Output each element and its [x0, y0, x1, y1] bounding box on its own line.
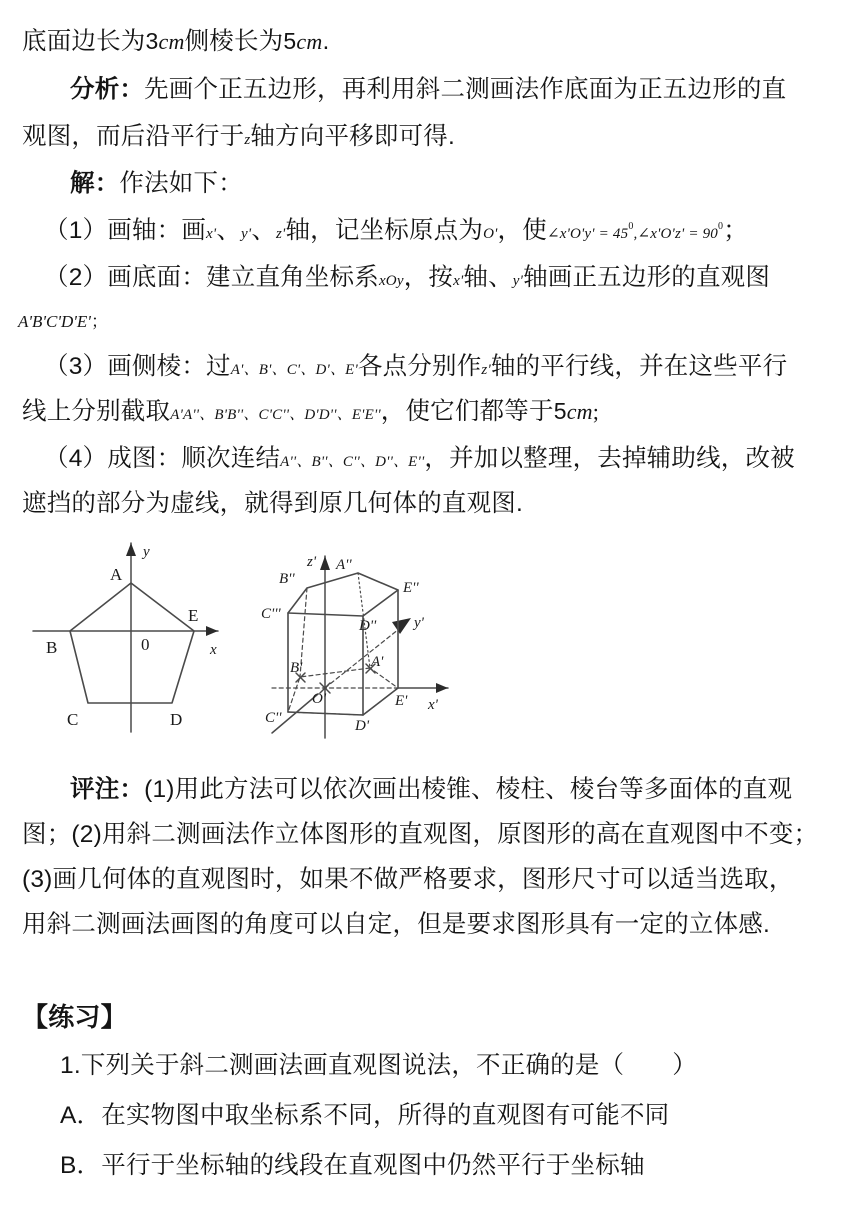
solution-label: 解: [70, 170, 95, 197]
option-A-key: A．: [60, 1102, 102, 1129]
step-3-seg-1: 过: [206, 353, 231, 380]
prism-label-B-prime: B': [290, 660, 303, 676]
step-3-line2-pre: 线上分别截取: [22, 398, 171, 425]
base-edge-unit: cm: [158, 29, 185, 54]
step-1-number: （1）: [44, 217, 108, 244]
step-2-tail: ；: [90, 312, 108, 331]
prism-label-C-prime: C'': [265, 710, 282, 726]
pentagon-label-C: C: [67, 710, 79, 729]
step-2-axis-x: x': [453, 273, 464, 289]
exercise-question: [60, 1054, 697, 1079]
step-4-line2-text: 遮挡的部分为虚线，就得到原几何体的直观图.: [22, 490, 524, 517]
analysis-text-1: 先画个正五边形，再利用斜二测画法作底面为正五边形的直: [144, 76, 787, 103]
bottom-vertex-list: A'、B'、C'、D'、E': [230, 362, 358, 378]
analysis-label: 分析: [70, 76, 120, 103]
prism-z-arrowhead: [320, 556, 330, 570]
step-1-sep-1: 、: [216, 217, 242, 244]
prism-label-origin: O': [312, 691, 327, 707]
step-1-seg-2: 轴，记坐标原点为: [285, 217, 484, 244]
pentagon-axis-label-x: x: [210, 642, 217, 658]
angle-xoy-formula: ∠x'O'y' = 45: [546, 226, 629, 242]
prism-bottom-pentagon: [288, 668, 398, 715]
remark-line-2: [22, 823, 818, 848]
step-2-seg-3: 轴画正五边形的直观图: [523, 264, 771, 291]
step-1-sep-2: 、: [251, 217, 277, 244]
prism-label-E-double: E'': [403, 580, 419, 596]
option-B-key: B．: [60, 1152, 102, 1179]
pentagon-axis-label-y: y: [143, 544, 150, 560]
step-1-colon: ：: [156, 217, 182, 244]
remark-item-3-line-1: (3)画几何体的直观图时，如果不做严格要求，图形尺寸可以适当选取，: [22, 866, 794, 893]
axis-z-prime: z': [276, 226, 286, 242]
question-text: 下列关于斜二测画法画直观图说法，不正确的是（: [80, 1052, 625, 1079]
remark-line-4: [22, 913, 770, 938]
step-3-length-value: 5: [553, 398, 567, 424]
remark-item-2: (2)用斜二测画法作立体图形的直观图，原图形的高在直观图中不变；: [71, 821, 819, 848]
analysis-text-2-post: 轴方向平移即可得.: [250, 123, 455, 150]
pentagon-label-E: E: [188, 606, 199, 625]
axis-x-prime: x': [206, 226, 217, 242]
coordinate-system-xoy: xOy: [378, 273, 404, 289]
prism-label-C-double: C''': [261, 606, 281, 622]
step-3-length-unit: cm: [566, 399, 593, 424]
step-4-seg-1: 顺次连结: [181, 445, 281, 472]
step-4-seg-2: ，并加以整理，去掉辅助线，改被: [424, 445, 795, 472]
question-number: 1.: [60, 1052, 81, 1079]
option-B-text: 平行于坐标轴的线段在直观图中仍然平行于坐标轴: [101, 1152, 645, 1179]
step-2-number: （2）: [44, 264, 108, 291]
step-2-seg-2: ，按: [403, 264, 454, 291]
step-3-colon: ：: [181, 353, 207, 380]
prism-bottom-front-edges: [288, 688, 398, 715]
step-3-number: （3）: [44, 353, 108, 380]
pentagon-label-D: D: [170, 710, 183, 729]
lateral-edge-value: 5: [283, 28, 297, 54]
problem-tail-pre: 底面边长为: [22, 28, 146, 55]
step-1-title: 画轴: [107, 217, 157, 244]
question-close-paren: ）: [672, 1052, 697, 1079]
prism-label-D-double: D'': [359, 618, 377, 634]
axis-y-prime: y': [241, 226, 252, 242]
option-B[interactable]: [60, 1154, 645, 1179]
prism-label-A-double: A'': [336, 557, 352, 573]
step-4-colon: ：: [156, 445, 182, 472]
step-3-title: 画侧棱: [107, 353, 182, 380]
remark-item-1: (1)用此方法可以依次画出棱锥、棱柱、棱台等多面体的直观: [144, 776, 793, 803]
option-A[interactable]: [60, 1104, 669, 1129]
exercise-heading: [22, 1004, 127, 1030]
pentagon-label-origin: 0: [141, 635, 150, 654]
option-A-text: 在实物图中取坐标系不同，所得的直观图有可能不同: [101, 1102, 670, 1129]
step-2-title: 画底面: [107, 264, 182, 291]
step-3-line2-mid: ，使它们都等于: [380, 398, 554, 425]
solution-text: 作法如下：: [119, 170, 243, 197]
axis-z-ref: z: [244, 132, 251, 148]
exercise-heading-text: 【练习】: [22, 1002, 127, 1032]
prism-x-arrowhead: [436, 683, 448, 693]
analysis-text-2-pre: 观图，而后沿平行于: [22, 123, 245, 150]
remark-line-3: [22, 868, 794, 893]
problem-tail-mid: 侧棱长为: [184, 28, 284, 55]
prism-axis-label-z: z': [307, 554, 317, 570]
step-3-seg-3: 轴的平行线，并在这些平行: [490, 353, 788, 380]
step-3-tail: ;: [592, 399, 600, 424]
remark-line-1: [70, 778, 792, 803]
pentagon-label-A: A: [110, 565, 123, 584]
angle-xoz-formula: ∠x'O'z' = 90: [637, 226, 719, 242]
prism-label-B-double: B'': [279, 571, 295, 587]
lateral-edge-unit: cm: [296, 29, 323, 54]
remark-item-1-cont: 图；: [22, 821, 72, 848]
prism-top-pentagon: [288, 573, 398, 616]
analysis-colon: ：: [119, 76, 145, 103]
remark-item-3-line-2: 用斜二测画法画图的角度可以自定，但是要求图形具有一定的立体感.: [22, 911, 771, 938]
lateral-edge-list: A'A''、B'B''、C'C''、D'D''、E'E'': [170, 407, 381, 423]
prism-figure: [0, 0, 500, 760]
prism-label-D-prime: D': [355, 718, 370, 734]
step-4-title: 成图: [107, 445, 157, 472]
remark-label: 评注: [70, 776, 120, 803]
pentagon-prime-label: A'B'C'D'E': [18, 312, 91, 331]
step-2-sep-1: 轴、: [463, 264, 513, 291]
step-2-seg-1: 建立直角坐标系: [206, 264, 379, 291]
step-1-seg-3: ，使: [497, 217, 547, 244]
step-3-seg-2: 各点分别作: [357, 353, 482, 380]
step-2-colon: ：: [181, 264, 207, 291]
base-edge-value: 3: [145, 28, 159, 54]
formula-separator: ,: [633, 226, 638, 242]
pentagon-label-B: B: [46, 638, 58, 657]
solution-colon: ：: [94, 170, 120, 197]
origin-o-prime: O': [483, 226, 498, 242]
prism-label-A-prime: A': [371, 654, 384, 670]
step-3-axis-z: z': [481, 362, 491, 378]
prism-y-axis: [325, 625, 404, 688]
top-vertex-list: A''、B''、C''、D''、E'': [280, 454, 425, 470]
prism-axis-label-x: x': [428, 697, 438, 713]
step-2-axis-y: y': [512, 273, 524, 289]
problem-tail-post: .: [322, 28, 330, 55]
prism-axis-label-y: y': [414, 615, 424, 631]
step-1-seg-1: 画: [181, 217, 207, 244]
degree-symbol-2: 0: [718, 220, 724, 232]
degree-symbol-1: 0: [628, 220, 634, 232]
step-4-number: （4）: [44, 445, 108, 472]
prism-label-E-prime: E': [395, 693, 408, 709]
step-1-tail: ；: [723, 217, 748, 244]
remark-colon: ：: [119, 776, 145, 803]
